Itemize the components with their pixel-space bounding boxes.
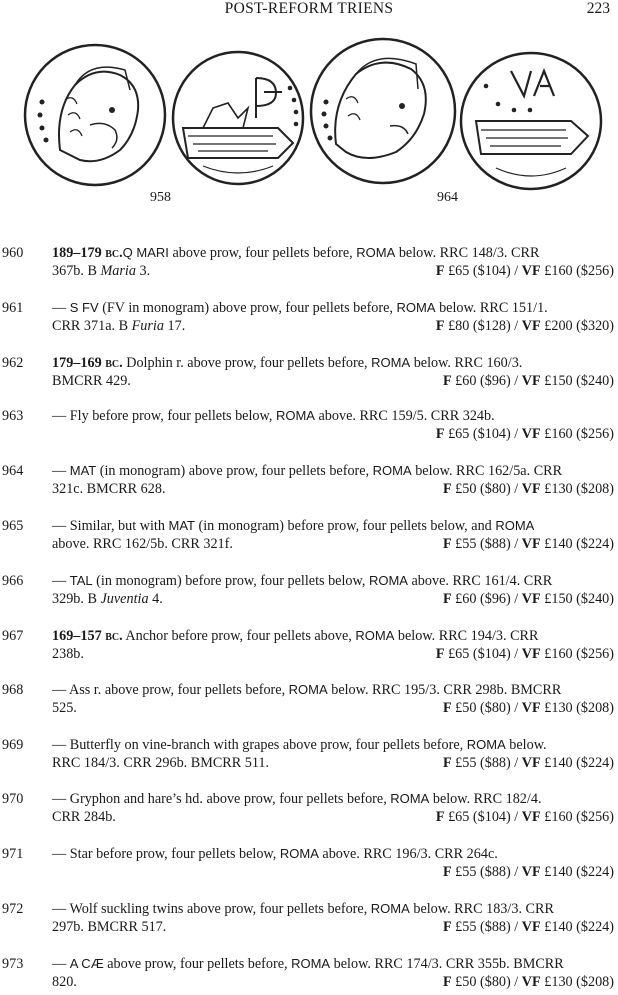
reference-text: 4. <box>148 591 163 607</box>
entry-line <box>52 681 614 699</box>
description-text: (FV in monogram) above prow, four pellets before, <box>98 300 397 316</box>
entry-line <box>52 590 614 608</box>
description-text: below. <box>505 737 547 753</box>
entry-line <box>52 845 614 863</box>
vf-price: £140 ($224) <box>544 864 614 880</box>
grade-label: F <box>442 700 452 716</box>
coin-legend: MAT <box>69 463 97 478</box>
coin-legend: S FV <box>69 300 99 315</box>
roma-legend: ROMA <box>288 682 328 697</box>
reference-text: 321c. BMCRR 628. <box>52 481 166 497</box>
entry-line <box>52 918 614 936</box>
description-text: below. RRC 151/1. <box>435 300 548 316</box>
grade-label: F <box>442 755 452 771</box>
roma-legend: ROMA <box>372 463 412 478</box>
vf-price: £130 ($208) <box>544 481 614 497</box>
entry-number: 973 <box>2 956 24 972</box>
running-header <box>0 0 618 20</box>
price-separator: / <box>510 919 522 935</box>
grade-label: VF <box>521 700 541 716</box>
coin-958-reverse-image <box>168 48 308 188</box>
vf-price: £130 ($208) <box>544 974 614 990</box>
description-text: below. RRC 194/3. CRR <box>394 628 539 644</box>
description-text: above prow, four pellets before, <box>168 245 357 261</box>
page-number: 223 <box>586 0 610 17</box>
description-text: — Ass r. above prow, four pellets before, <box>52 682 289 698</box>
grade-label: VF <box>521 263 541 279</box>
f-price: £80 ($128) <box>448 318 511 334</box>
roma-legend: ROMA <box>356 245 396 260</box>
price-separator: / <box>510 426 522 442</box>
price-separator: / <box>510 974 522 990</box>
price-estimate <box>436 645 614 663</box>
reference-text: 238b. <box>52 646 84 662</box>
roma-legend: ROMA <box>371 355 411 370</box>
description-text: above. RRC 161/4. CRR <box>407 573 553 589</box>
grade-label: F <box>442 591 452 607</box>
entry-description <box>52 681 614 717</box>
coin-legend: TAL <box>69 573 93 588</box>
entry-number: 965 <box>2 518 24 534</box>
roma-legend: ROMA <box>291 956 331 971</box>
vf-price: £140 ($224) <box>544 536 614 552</box>
description-text: — Star before prow, four pellets below, <box>52 846 280 862</box>
reference-text: 820. <box>52 974 77 990</box>
grade-label: VF <box>521 919 541 935</box>
description-text: Anchor before prow, four pellets above, <box>122 628 356 644</box>
vf-price: £160 ($256) <box>544 646 614 662</box>
coin-964-obverse-image <box>306 34 461 189</box>
f-price: £55 ($88) <box>455 536 511 552</box>
reference-text: RRC 184/3. CRR 296b. BMCRR 511. <box>52 755 270 771</box>
grade-label: VF <box>521 864 541 880</box>
entry-line <box>52 354 614 372</box>
entry-line <box>52 480 614 498</box>
entry-line <box>52 517 614 535</box>
entry-line <box>52 425 614 443</box>
entry-line <box>52 462 614 480</box>
description-text: — Similar, but with <box>52 518 169 534</box>
grade-label: VF <box>521 536 541 552</box>
vf-price: £150 ($240) <box>544 591 614 607</box>
description-text: Dolphin r. above prow, four pellets before, <box>122 355 372 371</box>
entry-line <box>52 572 614 590</box>
entry-line <box>52 955 614 973</box>
entry-line <box>52 244 614 262</box>
description-text: above prow, four pellets before, <box>103 956 292 972</box>
vf-price: £160 ($256) <box>544 809 614 825</box>
date-range: 169–157 bc. <box>52 628 123 644</box>
entry-number: 967 <box>2 628 24 644</box>
grade-label: VF <box>521 809 541 825</box>
grade-label: VF <box>521 974 541 990</box>
description-text: below. RRC 182/4. <box>429 791 542 807</box>
vf-price: £160 ($256) <box>544 426 614 442</box>
grade-label: F <box>435 263 445 279</box>
price-separator: / <box>510 864 522 880</box>
coin-illustrations <box>0 28 618 218</box>
grade-label: F <box>442 974 452 990</box>
entry-description <box>52 900 614 936</box>
entry-number: 966 <box>2 573 24 589</box>
entry-description <box>52 572 614 608</box>
entry-line <box>52 372 614 390</box>
f-price: £55 ($88) <box>455 919 511 935</box>
entry-line <box>52 262 614 280</box>
entry-line <box>52 754 614 772</box>
description-text: — Gryphon and hare’s hd. above prow, four pellets before, <box>52 791 391 807</box>
description-text: — <box>52 300 70 316</box>
price-separator: / <box>510 755 522 771</box>
grade-label: F <box>442 919 452 935</box>
entry-description <box>52 736 614 772</box>
price-separator: / <box>510 373 522 389</box>
price-separator: / <box>510 263 522 279</box>
description-text: below. RRC 148/3. CRR <box>395 245 540 261</box>
vf-price: £140 ($224) <box>544 755 614 771</box>
description-text: — <box>52 463 70 479</box>
entry-number: 962 <box>2 355 24 371</box>
entry-line <box>52 407 614 425</box>
entry-number: 970 <box>2 791 24 807</box>
price-estimate <box>443 973 614 991</box>
price-estimate <box>443 863 614 881</box>
entry-description <box>52 845 614 881</box>
coin-legend: Q MARI <box>122 245 169 260</box>
grade-label: VF <box>521 755 541 771</box>
grade-label: VF <box>521 646 541 662</box>
f-price: £50 ($80) <box>455 481 511 497</box>
entry-description <box>52 462 614 498</box>
grade-label: F <box>442 864 452 880</box>
vf-price: £140 ($224) <box>544 919 614 935</box>
description-text: below. RRC 183/3. CRR <box>409 901 554 917</box>
reference-text: CRR 371a. B <box>52 318 132 334</box>
running-title: POST-REFORM TRIENS <box>224 0 394 17</box>
reference-text: CRR 284b. <box>52 809 116 825</box>
date-range: 189–179 bc. <box>52 245 123 261</box>
f-price: £65 ($104) <box>448 263 511 279</box>
roma-legend: ROMA <box>355 628 395 643</box>
entry-line <box>52 535 614 553</box>
vf-price: £200 ($320) <box>544 318 614 334</box>
entry-description <box>52 627 614 663</box>
entry-number: 964 <box>2 463 24 479</box>
price-separator: / <box>510 809 522 825</box>
entry-number: 972 <box>2 901 24 917</box>
price-estimate <box>436 425 614 443</box>
coin-legend: MAT <box>168 518 195 533</box>
reference-name: Furia <box>131 318 164 334</box>
grade-label: F <box>442 481 452 497</box>
price-separator: / <box>510 646 522 662</box>
grade-label: VF <box>521 318 541 334</box>
roma-legend: ROMA <box>279 846 319 861</box>
f-price: £60 ($96) <box>455 373 511 389</box>
entry-number: 961 <box>2 300 24 316</box>
f-price: £65 ($104) <box>448 426 511 442</box>
grade-label: F <box>435 809 445 825</box>
entry-line <box>52 900 614 918</box>
description-text: — Butterfly on vine-branch with grapes above prow, four pellets before, <box>52 737 467 753</box>
reference-text: 329b. B <box>52 591 101 607</box>
roma-legend: ROMA <box>370 901 410 916</box>
description-text: below. RRC 195/3. CRR 298b. BMCRR <box>327 682 562 698</box>
grade-label: F <box>442 373 452 389</box>
entry-number: 963 <box>2 408 24 424</box>
entry-number: 960 <box>2 245 24 261</box>
description-text: above. RRC 159/5. CRR 324b. <box>314 408 495 424</box>
grade-label: VF <box>521 481 541 497</box>
entry-line <box>52 627 614 645</box>
entry-line <box>52 863 614 881</box>
f-price: £50 ($80) <box>455 974 511 990</box>
description-text: (in monogram) before prow, four pellets below, and <box>194 518 496 534</box>
roma-legend: ROMA <box>396 300 436 315</box>
entry-line <box>52 808 614 826</box>
price-estimate <box>443 590 614 608</box>
entry-line <box>52 699 614 717</box>
figure-caption: 964 <box>437 190 458 205</box>
figure-caption: 958 <box>150 190 171 205</box>
entry-line <box>52 790 614 808</box>
reference-text: 367b. B <box>52 263 101 279</box>
f-price: £60 ($96) <box>455 591 511 607</box>
entry-description <box>52 955 614 991</box>
f-price: £65 ($104) <box>448 809 511 825</box>
price-estimate <box>443 918 614 936</box>
description-text: above. RRC 196/3. CRR 264c. <box>318 846 498 862</box>
entry-description <box>52 407 614 443</box>
price-separator: / <box>510 591 522 607</box>
price-estimate <box>443 372 614 390</box>
f-price: £65 ($104) <box>448 646 511 662</box>
description-text: below. RRC 160/3. <box>410 355 523 371</box>
price-separator: / <box>510 318 522 334</box>
entry-line <box>52 299 614 317</box>
entry-description <box>52 790 614 826</box>
entry-description <box>52 517 614 553</box>
coin-964-reverse-image <box>456 46 606 196</box>
entry-line <box>52 973 614 991</box>
date-range: 179–169 bc. <box>52 355 123 371</box>
grade-label: F <box>435 646 445 662</box>
entry-number: 969 <box>2 737 24 753</box>
price-estimate <box>443 699 614 717</box>
entry-number: 968 <box>2 682 24 698</box>
price-estimate <box>436 808 614 826</box>
reference-text: above. RRC 162/5b. CRR 321f. <box>52 536 233 552</box>
grade-label: VF <box>521 591 541 607</box>
description-text: — <box>52 956 70 972</box>
roma-legend: ROMA <box>275 408 315 423</box>
price-estimate <box>443 754 614 772</box>
entry-line <box>52 317 614 335</box>
price-separator: / <box>510 700 522 716</box>
description-text: — Wolf suckling twins above prow, four pellets before, <box>52 901 371 917</box>
price-separator: / <box>510 481 522 497</box>
price-estimate <box>436 262 614 280</box>
grade-label: F <box>435 426 445 442</box>
entry-description <box>52 354 614 390</box>
vf-price: £150 ($240) <box>544 373 614 389</box>
roma-legend: ROMA <box>390 791 430 806</box>
reference-name: Maria <box>100 263 136 279</box>
reference-text: 3. <box>135 263 151 279</box>
coin-958-obverse-image <box>20 40 170 190</box>
description-text: below. RRC 162/5a. CRR <box>411 463 563 479</box>
entry-description <box>52 244 614 280</box>
grade-label: VF <box>521 426 541 442</box>
vf-price: £130 ($208) <box>544 700 614 716</box>
reference-text: 525. <box>52 700 77 716</box>
roma-legend: ROMA <box>368 573 408 588</box>
reference-text: 297b. BMCRR 517. <box>52 919 167 935</box>
grade-label: F <box>435 318 445 334</box>
price-separator: / <box>510 536 522 552</box>
entry-line <box>52 736 614 754</box>
price-estimate <box>443 535 614 553</box>
grade-label: VF <box>521 373 541 389</box>
roma-legend: ROMA <box>495 518 535 533</box>
entry-line <box>52 645 614 663</box>
entry-description <box>52 299 614 335</box>
vf-price: £160 ($256) <box>544 263 614 279</box>
reference-text: 17. <box>163 318 186 334</box>
roma-legend: ROMA <box>466 737 506 752</box>
description-text: — Fly before prow, four pellets below, <box>52 408 276 424</box>
description-text: (in monogram) before prow, four pellets below, <box>92 573 369 589</box>
description-text: — <box>52 573 70 589</box>
f-price: £50 ($80) <box>455 700 511 716</box>
description-text: (in monogram) above prow, four pellets before, <box>96 463 373 479</box>
reference-name: Juventia <box>100 591 149 607</box>
price-estimate <box>443 480 614 498</box>
f-price: £55 ($88) <box>455 755 511 771</box>
coin-legend: A CÆ <box>69 956 104 971</box>
f-price: £55 ($88) <box>455 864 511 880</box>
grade-label: F <box>442 536 452 552</box>
reference-text: BMCRR 429. <box>52 373 131 389</box>
description-text: below. RRC 174/3. CRR 355b. BMCRR <box>330 956 564 972</box>
price-estimate <box>436 317 614 335</box>
entry-number: 971 <box>2 846 24 862</box>
